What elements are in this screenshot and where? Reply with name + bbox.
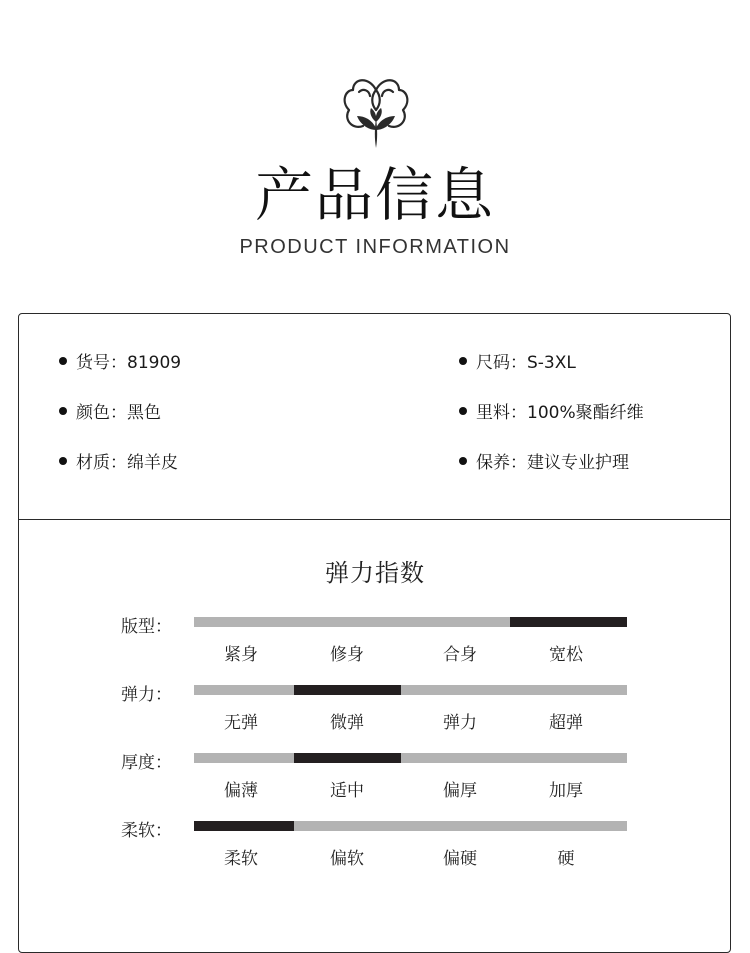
- elasticity-option: 加厚: [549, 781, 583, 801]
- elasticity-row-label: 版型：: [121, 617, 172, 637]
- info-key: 里料: [476, 403, 510, 423]
- elasticity-bar: [194, 753, 627, 763]
- elasticity-row-label: 弹力：: [121, 685, 172, 705]
- bullet-icon: [459, 357, 467, 365]
- bullet-icon: [59, 457, 67, 465]
- elasticity-bar: [194, 685, 627, 695]
- elasticity-option: 偏硬: [443, 849, 477, 869]
- elasticity-option: 超弹: [549, 713, 583, 733]
- elasticity-row-label: 柔软：: [121, 821, 172, 841]
- info-value: 100%聚酯纤维: [527, 403, 644, 423]
- bullet-icon: [459, 407, 467, 415]
- info-key: 颜色: [76, 403, 110, 423]
- info-value: S-3XL: [527, 353, 576, 373]
- info-item-size: 尺码：S-3XL: [459, 352, 576, 374]
- info-key: 货号: [76, 353, 110, 373]
- elasticity-bar-selected: [510, 617, 627, 627]
- info-value: 黑色: [127, 403, 161, 423]
- info-item-color: 颜色：黑色: [59, 402, 161, 424]
- elasticity-option: 微弹: [330, 713, 364, 733]
- elasticity-option: 修身: [330, 645, 364, 665]
- panel-divider: [18, 519, 731, 520]
- elasticity-title: 弹力指数: [325, 559, 425, 587]
- elasticity-option: 紧身: [224, 645, 258, 665]
- elasticity-option: 偏薄: [224, 781, 258, 801]
- cotton-flower-icon: [335, 70, 417, 152]
- elasticity-option: 硬: [557, 849, 575, 869]
- bullet-icon: [59, 357, 67, 365]
- bullet-icon: [459, 457, 467, 465]
- page-title: 产品信息: [254, 161, 495, 229]
- bullet-icon: [59, 407, 67, 415]
- page-subtitle: PRODUCT INFORMATION: [239, 236, 511, 258]
- info-value: 建议专业护理: [527, 453, 629, 473]
- info-value: 81909: [127, 353, 182, 373]
- elasticity-option: 弹力: [443, 713, 477, 733]
- elasticity-option: 适中: [330, 781, 364, 801]
- info-item-care: 保养：建议专业护理: [459, 452, 629, 474]
- elasticity-bar-selected: [194, 821, 294, 831]
- elasticity-option: 宽松: [549, 645, 583, 665]
- info-item-lining: 里料：100%聚酯纤维: [459, 402, 644, 424]
- elasticity-option: 柔软: [224, 849, 258, 869]
- elasticity-bar-selected: [294, 685, 401, 695]
- elasticity-bar-selected: [294, 753, 401, 763]
- elasticity-option: 无弹: [224, 713, 258, 733]
- info-key: 材质: [76, 453, 110, 473]
- info-key: 保养: [476, 453, 510, 473]
- info-item-material: 材质：绵羊皮: [59, 452, 178, 474]
- elasticity-row-label: 厚度：: [121, 753, 172, 773]
- elasticity-bar: [194, 821, 627, 831]
- elasticity-option: 偏厚: [443, 781, 477, 801]
- elasticity-option: 偏软: [330, 849, 364, 869]
- info-value: 绵羊皮: [127, 453, 178, 473]
- elasticity-option: 合身: [443, 645, 477, 665]
- info-item-sku: 货号：81909: [59, 352, 181, 374]
- elasticity-bar: [194, 617, 627, 627]
- info-key: 尺码: [476, 353, 510, 373]
